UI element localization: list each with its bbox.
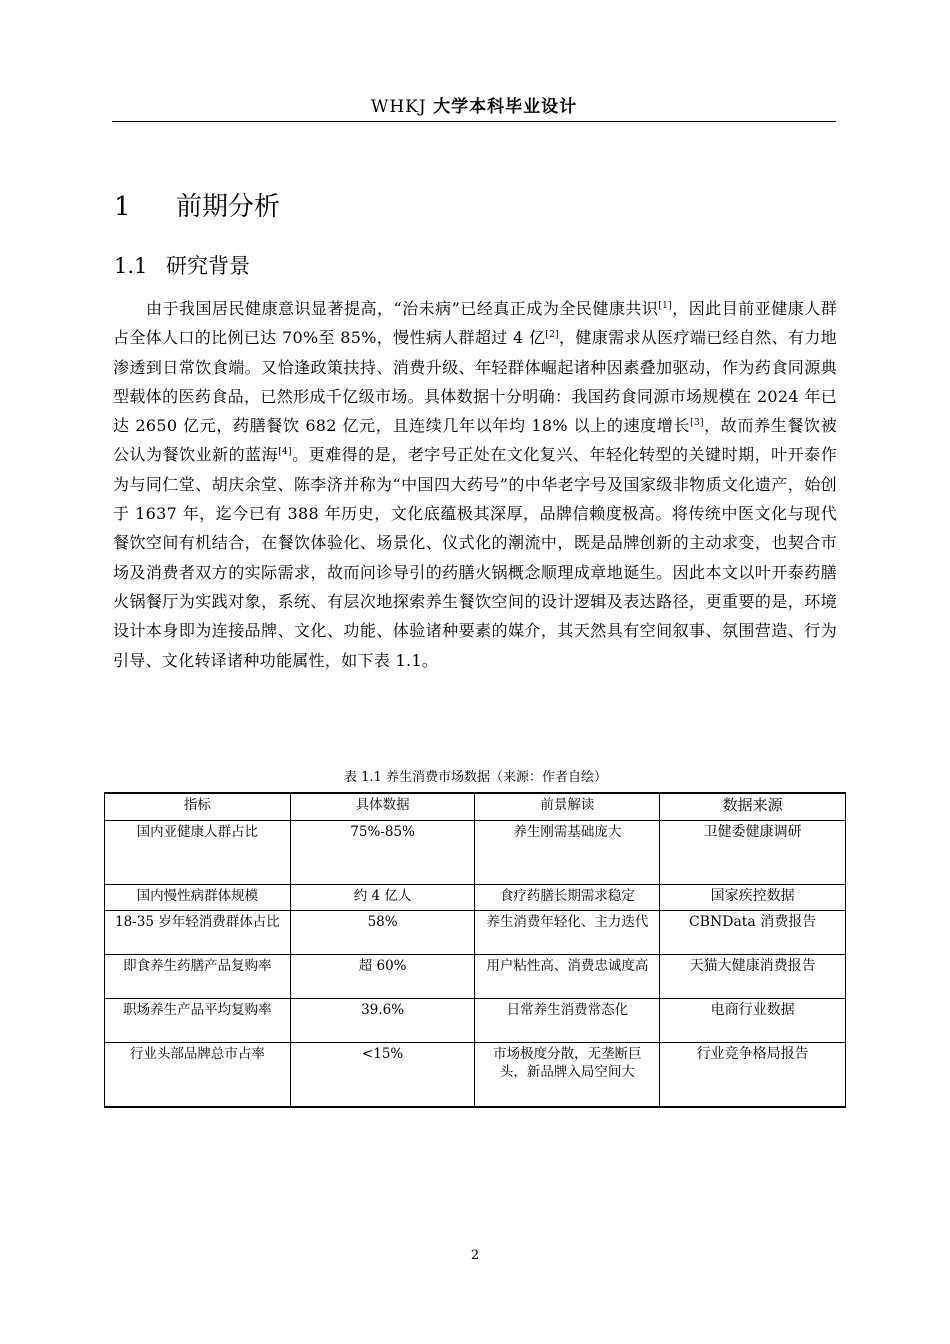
header-rule: [112, 121, 836, 122]
section-heading: [114, 250, 250, 280]
table-row: [105, 911, 846, 955]
market-data-table: [104, 792, 846, 1108]
table-row: [105, 999, 846, 1043]
table-header-cell: 数据来源: [660, 793, 846, 821]
paragraph-text-2: ，因此目前亚健康人群占全体人口的比例已达 70%至 85%，慢性病人群超过 4 亿: [113, 299, 837, 348]
header-title: 大学本科毕业设计: [433, 97, 578, 117]
section-title: 研究背景: [166, 254, 250, 278]
table-cell: 国家疾控数据: [660, 885, 846, 911]
paragraph-text-3: ，健康需求从医疗端已经自然、有力地渗透到日常饮食端。又恰逢政策扶持、消费升级、年轻群体崛起诸种因素叠加驱动，作为药食同源典型载体的医药食品，已然形成千亿级市场。具体数据十分明确：我国药食同源市场规模在 2024 年已达 2650 亿元，药膳餐饮 682 亿元，且连续几年以年均 18% 以上的速度增长: [113, 328, 837, 436]
table-cell: 职场养生产品平均复购率: [105, 999, 291, 1043]
table-cell: 卫健委健康调研: [660, 821, 846, 885]
citation-1[interactable]: [1]: [658, 301, 672, 311]
table-cell: 58%: [290, 911, 475, 955]
header-school-code: WHKJ: [370, 97, 427, 117]
table-cell: <15%: [290, 1043, 475, 1107]
table-cell: 天猫大健康消费报告: [660, 955, 846, 999]
table-row: [105, 885, 846, 911]
body-paragraph: [113, 294, 837, 675]
citation-3[interactable]: [3]: [690, 418, 704, 429]
table-cell: 国内亚健康人群占比: [105, 821, 291, 885]
table-header-cell: 指标: [105, 793, 291, 821]
table-cell: 养生刚需基础庞大: [475, 821, 660, 885]
table-row: [105, 1043, 846, 1107]
citation-2[interactable]: [2]: [545, 330, 559, 341]
table-cell: 超 60%: [290, 955, 475, 999]
chapter-title: 前期分析: [176, 192, 281, 222]
running-header: [112, 92, 836, 117]
table-header-row: [105, 793, 846, 821]
table-cell: 行业头部品牌总市占率: [105, 1043, 291, 1107]
table-cell: 用户粘性高、消费忠诚度高: [475, 955, 660, 999]
table-cell: CBNData 消费报告: [660, 911, 846, 955]
table-cell: 39.6%: [290, 999, 475, 1043]
section-number: 1.1: [114, 254, 148, 278]
table-cell: 约 4 亿人: [290, 885, 475, 911]
table-cell: 即食养生药膳产品复购率: [105, 955, 291, 999]
page-number: 2: [470, 1248, 480, 1263]
table-cell: 电商行业数据: [660, 999, 846, 1043]
table-cell: 18-35 岁年轻消费群体占比: [105, 911, 291, 955]
paragraph-text-1: 由于我国居民健康意识显著提高，“治未病”已经真正成为全民健康共识: [146, 299, 659, 318]
table-cell: 行业竞争格局报告: [660, 1043, 846, 1107]
table-row: [105, 821, 846, 885]
chapter-heading: [114, 186, 280, 223]
table-cell: 75%-85%: [290, 821, 475, 885]
table-caption: 表 1.1 养生消费市场数据（来源：作者自绘）: [344, 770, 607, 785]
table-cell: 食疗药膳长期需求稳定: [475, 885, 660, 911]
table-cell: 国内慢性病群体规模: [105, 885, 291, 911]
citation-4[interactable]: [4]: [278, 447, 292, 458]
table-cell: 市场极度分散，无垄断巨头，新品牌入局空间大: [475, 1043, 660, 1107]
table-cell: 养生消费年轻化、主力迭代: [475, 911, 660, 955]
table-row: [105, 955, 846, 999]
paragraph-text-4: ，故而养生餐饮被公认为餐饮业新的蓝海: [113, 416, 837, 465]
paragraph-text-5: 。更难得的是，老字号正处在文化复兴、年轻化转型的关键时期，叶开泰作为与同仁堂、胡庆余堂、陈李济并称为“中国四大药号”的中华老字号及国家级非物质文化遗产，始创于 1637 年，迄今已有 388 年历史，文化底蕴极其深厚，品牌信赖度极高。将传统中医文化与现代餐饮空间有机结合，在餐饮体验化、场景化、仪式化的潮流中，既是品牌创新的主动求变，也契合市场及消费者双方的实际需求，故而问诊导引的药膳火锅概念顺理成章地诞生。因此本文以叶开泰药膳火锅餐厅为实践对象，系统、有层次地探索养生餐饮空间的设计逻辑及表达路径，更重要的是，环境设计本身即为连接品牌、文化、功能、体验诸种要素的媒介，其天然具有空间叙事、氛围营造、行为引导、文化转译诸种功能属性，如下表 1.1。: [113, 445, 837, 670]
table-header-cell: 具体数据: [290, 793, 475, 821]
table-header-cell: 前景解读: [475, 793, 660, 821]
table-cell: 日常养生消费常态化: [475, 999, 660, 1043]
chapter-number: 1: [114, 192, 131, 222]
